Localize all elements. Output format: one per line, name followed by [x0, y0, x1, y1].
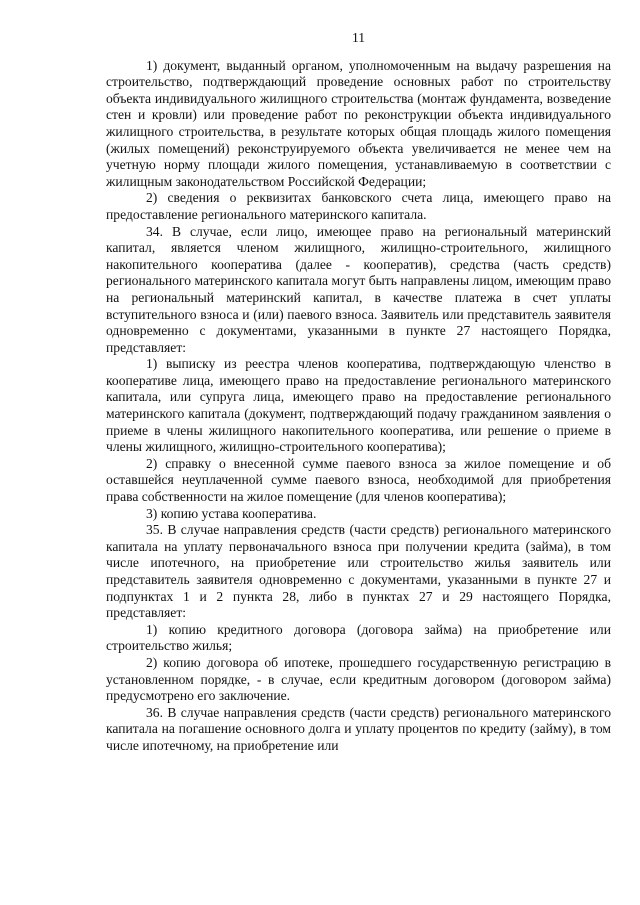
paragraph-clause-36: 36. В случае направления средств (части средств) регионального материнского капитала на погашение основного долга и уплату процентов по кредиту (займу), в том числе ипотечному, на приобретение или: [106, 704, 611, 753]
paragraph-34-item-1: 1) выписку из реестра членов кооператива, подтверждающую членство в кооперативе лица, имеющего право на предоставление регионального материнского капитала, или супруга лица, имеющего право на предоставление регионального материнского капитала (документ, подтверждающий подачу гражданином заявления о приеме в члены жилищного накопительного кооператива, или решение о приеме в члены жилищного, жилищно-строительного кооператива);: [106, 356, 611, 455]
paragraph-35-item-2: 2) копию договора об ипотеке, прошедшего государственную регистрацию в установленном порядке, - в случае, если кредитным договором (договором займа) предусмотрено его заключение.: [106, 654, 611, 704]
paragraph-item-2-bank-details: 2) сведения о реквизитах банковского счета лица, имеющего право на предоставление регионального материнского капитала.: [106, 190, 611, 222]
document-page: [106, 30, 611, 755]
paragraph-clause-34: 34. В случае, если лицо, имеющее право на региональный материнский капитал, является членом жилищного, жилищно-строительного, жилищного накопительного кооператива (далее - кооператив), средства (часть средств) регионального материнского капитала могут быть направлены лицом, имеющим право на региональный материнский капитал, в качестве платежа в счет уплаты вступительного взноса и (или) паевого взноса. Заявитель или представитель заявителя одновременно с документами, указанными в пункте 27 настоящего Порядка, представляет:: [106, 223, 611, 355]
paragraph-item-1-document: 1) документ, выданный органом, уполномоченным на выдачу разрешения на строительство, подтверждающий проведение основных работ по строительству объекта индивидуального жилищного строительства (монтаж фундамента, возведение стен и кровли) или проведение работ по реконструкции объекта индивидуального жилищного строительства, в результате которых общая площадь жилого помещения (жилых помещений) реконструируемого объекта увеличивается не менее чем на учетную норму площади жилого помещения, устанавливаемую в соответствии с жилищным законодательством Российской Федерации;: [106, 57, 611, 189]
paragraph-clause-35: 35. В случае направления средств (части средств) регионального материнского капитала на уплату первоначального взноса при получении кредита (займа), в том числе ипотечного, на приобретение или строительство жилья заявитель или представитель заявителя одновременно с документами, указанными в пункте 27 и подпунктах 1 и 2 пункта 28, либо в пунктах 27 и 29 настоящего Порядка, представляет:: [106, 522, 611, 621]
paragraph-34-item-3: 3) копию устава кооператива.: [146, 505, 317, 521]
paragraph-34-item-2: 2) справку о внесенной сумме паевого взноса за жилое помещение и об оставшейся неуплаченной сумме паевого взноса, необходимой для приобретения права собственности на жилое помещение (для членов кооператива);: [106, 455, 611, 505]
paragraph-35-item-1: 1) копию кредитного договора (договора займа) на приобретение или строительство жилья;: [106, 621, 611, 654]
page-number: 11: [351, 30, 366, 45]
